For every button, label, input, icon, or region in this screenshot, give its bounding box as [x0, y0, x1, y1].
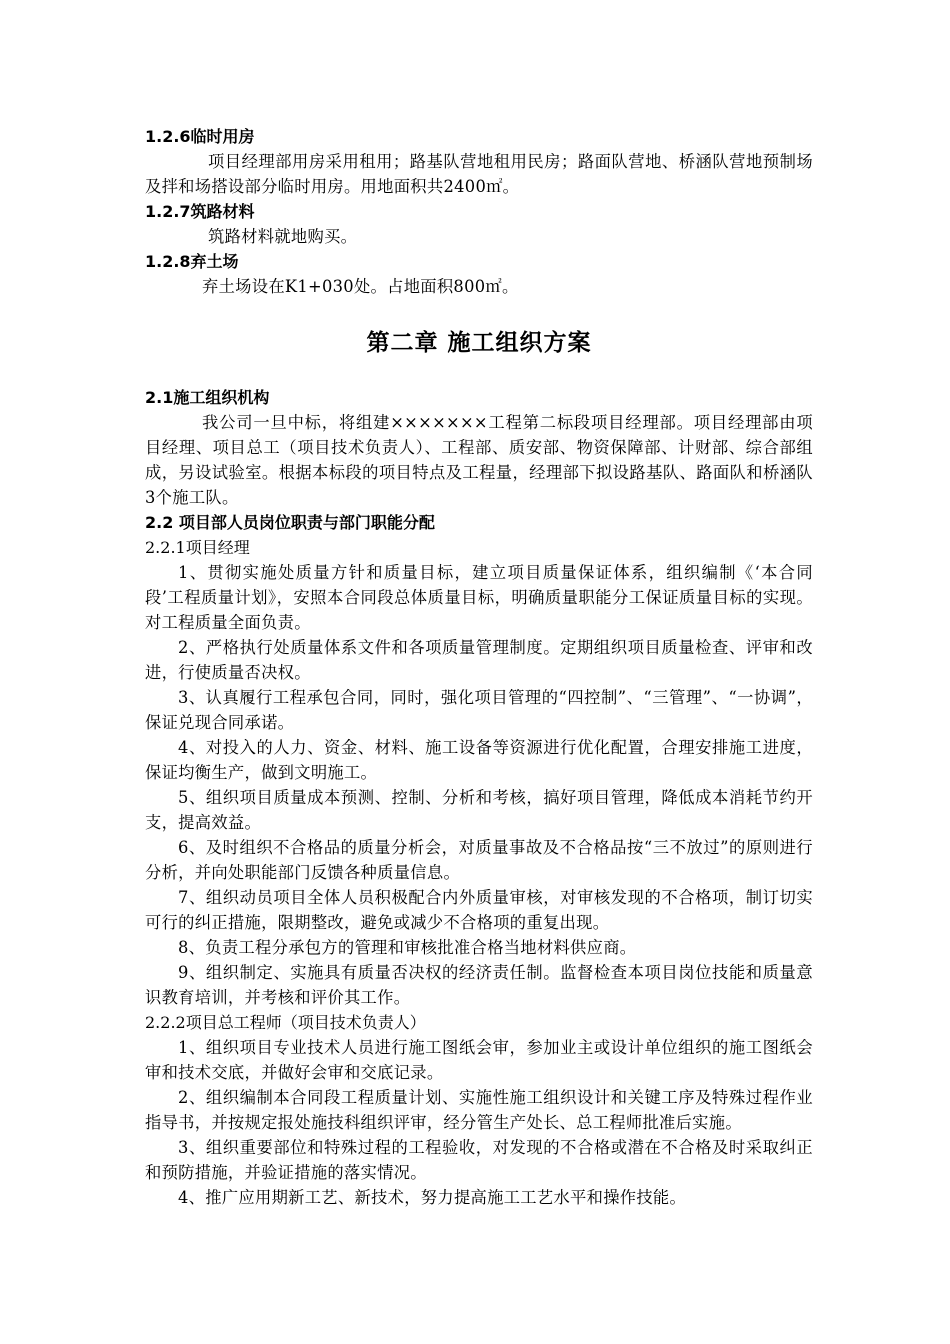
- heading-2-2-1: 2.2.1项目经理: [145, 538, 250, 557]
- heading-2-1: 2.1施工组织机构: [145, 388, 270, 407]
- list-item: 7、组织动员项目全体人员积极配合内外质量审核，对审核发现的不合格项，制订切实可行的纠正措施，限期整改，避免或减少不合格项的重复出现。: [145, 888, 813, 932]
- paragraph-road-materials: 筑路材料就地购买。: [208, 227, 358, 246]
- list-item: 4、对投入的人力、资金、材料、施工设备等资源进行优化配置，合理安排施工进度，保证均衡生产，做到文明施工。: [145, 738, 813, 782]
- document-body: [145, 124, 813, 1210]
- chapter-title: 第二章 施工组织方案: [366, 330, 592, 356]
- heading-1-2-6: 1.2.6临时用房: [145, 127, 255, 146]
- list-item: 6、及时组织不合格品的质量分析会，对质量事故及不合格品按“三不放过”的原则进行分析，并向处职能部门反馈各种质量信息。: [145, 838, 813, 882]
- paragraph-spoil-ground: 弃土场设在K1+030处。占地面积800㎡。: [202, 277, 519, 296]
- list-item: 8、负责工程分承包方的管理和审核批准合格当地材料供应商。: [178, 938, 637, 957]
- list-item: 5、组织项目质量成本预测、控制、分析和考核，搞好项目管理，降低成本消耗节约开支，提高效益。: [145, 788, 813, 832]
- list-item: 2、严格执行处质量体系文件和各项质量管理制度。定期组织项目质量检查、评审和改进，行使质量否决权。: [145, 638, 813, 682]
- list-item: 1、贯彻实施处质量方针和质量目标，建立项目质量保证体系，组织编制《‘本合同段’工程质量计划》，安照本合同段总体质量目标，明确质量职能分工保证质量目标的实现。对工程质量全面负责。: [145, 563, 813, 632]
- heading-2-2: 2.2 项目部人员岗位职责与部门职能分配: [145, 513, 435, 532]
- paragraph-temporary-housing: 项目经理部用房采用租用；路基队营地租用民房；路面队营地、桥涵队营地预制场及拌和场搭设部分临时用房。用地面积共2400㎡。: [145, 152, 813, 196]
- list-item: 9、组织制定、实施具有质量否决权的经济责任制。监督检查本项目岗位技能和质量意识教育培训，并考核和评价其工作。: [145, 963, 813, 1007]
- list-item: 3、组织重要部位和特殊过程的工程验收，对发现的不合格或潜在不合格及时采取纠正和预防措施，并验证措施的落实情况。: [145, 1138, 813, 1182]
- list-item: 3、认真履行工程承包合同，同时，强化项目管理的“四控制”、“三管理”、“一协调”，保证兑现合同承诺。: [145, 688, 813, 732]
- heading-1-2-7: 1.2.7筑路材料: [145, 202, 255, 221]
- list-item: 2、组织编制本合同段工程质量计划、实施性施工组织设计和关键工序及特殊过程作业指导书，并按规定报处施技科组织评审，经分管生产处长、总工程师批准后实施。: [145, 1088, 813, 1132]
- list-item: 1、组织项目专业技术人员进行施工图纸会审，参加业主或设计单位组织的施工图纸会审和技术交底，并做好会审和交底记录。: [145, 1038, 813, 1082]
- heading-1-2-8: 1.2.8弃土场: [145, 252, 239, 271]
- paragraph-organization: 我公司一旦中标，将组建×××××××工程第二标段项目经理部。项目经理部由项目经理、项目总工（项目技术负责人）、工程部、质安部、物资保障部、计财部、综合部组成，另设试验室。根据本标段的项目特点及工程量，经理部下拟设路基队、路面队和桥涵队3个施工队。: [145, 413, 813, 507]
- heading-2-2-2: 2.2.2项目总工程师（项目技术负责人）: [145, 1013, 426, 1032]
- list-item: 4、推广应用期新工艺、新技术，努力提高施工工艺水平和操作技能。: [178, 1188, 687, 1207]
